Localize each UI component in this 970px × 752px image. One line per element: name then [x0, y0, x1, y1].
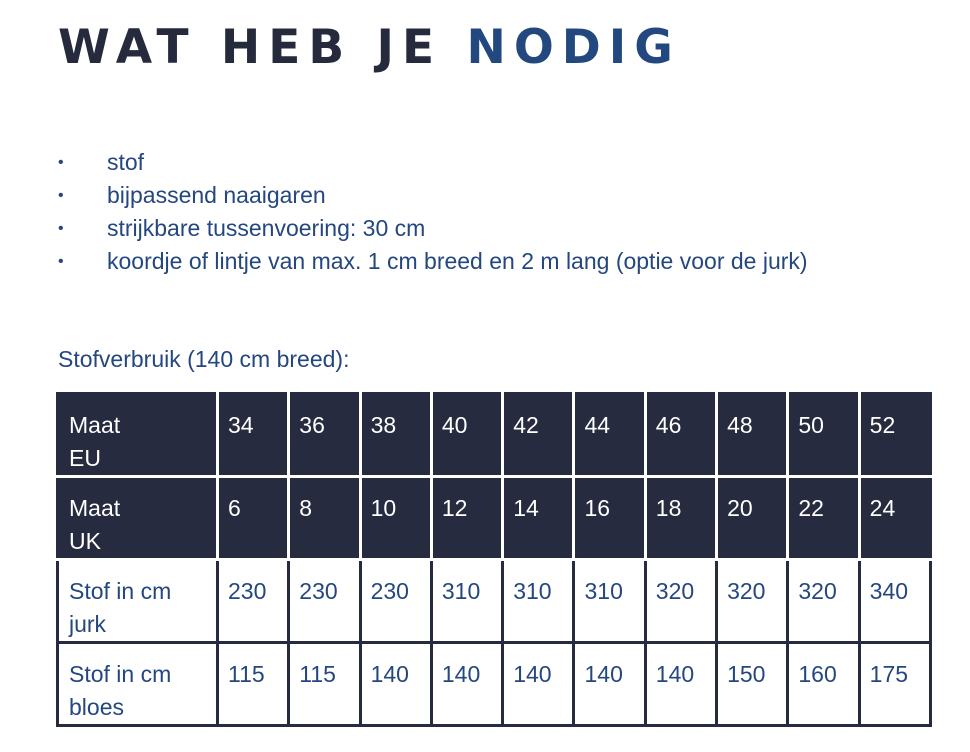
- requirement-item: • strijkbare tussenvoering: 30 cm: [58, 212, 808, 245]
- table-cell: 310: [431, 560, 502, 643]
- row-label: [58, 560, 218, 643]
- page-title: [58, 18, 681, 78]
- table-cell: 320: [788, 560, 859, 643]
- table-cell: 36: [289, 394, 360, 477]
- row-maat-eu: [58, 394, 931, 477]
- table-cell: 16: [574, 477, 645, 560]
- table-cell: 22: [788, 477, 859, 560]
- table-cell: 230: [360, 560, 431, 643]
- requirements-list: [58, 146, 808, 278]
- row-label-line: Stof in cm: [69, 578, 172, 604]
- row-label: [58, 394, 218, 477]
- fabric-usage-caption: Stofverbruik (140 cm breed):: [58, 346, 350, 372]
- row-label-line: Maat: [69, 495, 121, 521]
- requirement-item: • bijpassend naaigaren: [58, 179, 808, 212]
- table-cell: 20: [717, 477, 788, 560]
- table-cell: 320: [717, 560, 788, 643]
- table-cell: 10: [360, 477, 431, 560]
- row-maat-uk: [58, 477, 931, 560]
- table-cell: 44: [574, 394, 645, 477]
- table-cell: 140: [431, 643, 502, 726]
- page-title-part-1: WAT HEB JE: [58, 20, 443, 75]
- table-cell: 38: [360, 394, 431, 477]
- table-cell: 12: [431, 477, 502, 560]
- table-cell: 230: [218, 560, 289, 643]
- table-cell: 115: [218, 643, 289, 726]
- table-cell: 175: [859, 643, 930, 726]
- table-cell: 230: [289, 560, 360, 643]
- row-label-line: Stof in cm: [69, 661, 172, 687]
- table-cell: 18: [645, 477, 716, 560]
- page-title-part-2: NODIG: [466, 20, 681, 75]
- table-cell: 310: [574, 560, 645, 643]
- table-cell: 14: [503, 477, 574, 560]
- requirement-item: • koordje of lintje van max. 1 cm breed en 2 m lang (optie voor de jurk): [58, 245, 808, 278]
- table-cell: 52: [859, 394, 930, 477]
- table-cell: 8: [289, 477, 360, 560]
- table-cell: 310: [503, 560, 574, 643]
- table-cell: 340: [859, 560, 930, 643]
- table-cell: 34: [218, 394, 289, 477]
- row-label: [58, 643, 218, 726]
- table-cell: 6: [218, 477, 289, 560]
- table-cell: 50: [788, 394, 859, 477]
- row-label-line: bloes: [69, 694, 124, 720]
- row-label: [58, 477, 218, 560]
- row-label-line: UK: [69, 528, 101, 554]
- table-cell: 140: [574, 643, 645, 726]
- table-cell: 320: [645, 560, 716, 643]
- row-label-line: EU: [69, 445, 101, 471]
- table-cell: 140: [503, 643, 574, 726]
- row-label-line: jurk: [69, 611, 107, 637]
- requirement-item: • stof: [58, 146, 808, 179]
- table-cell: 140: [360, 643, 431, 726]
- table-cell: 115: [289, 643, 360, 726]
- table-cell: 48: [717, 394, 788, 477]
- table-cell: 160: [788, 643, 859, 726]
- row-stof-jurk: [58, 560, 931, 643]
- table-cell: 42: [503, 394, 574, 477]
- row-stof-bloes: [58, 643, 931, 726]
- fabric-usage-table: [56, 392, 932, 727]
- table-cell: 46: [645, 394, 716, 477]
- table-cell: 40: [431, 394, 502, 477]
- row-label-line: Maat: [69, 412, 121, 438]
- table-cell: 24: [859, 477, 930, 560]
- table-cell: 140: [645, 643, 716, 726]
- table-cell: 150: [717, 643, 788, 726]
